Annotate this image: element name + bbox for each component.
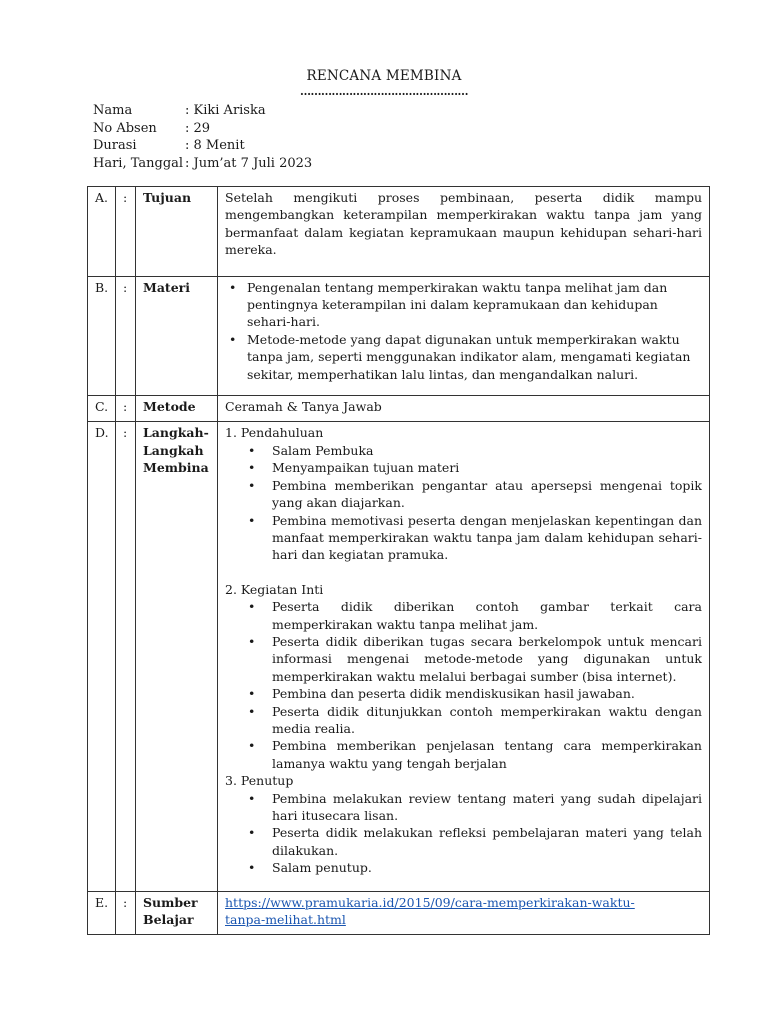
spacer	[225, 564, 702, 581]
table-row-tujuan	[88, 187, 710, 277]
row-code: D.	[88, 422, 116, 891]
identity-value: : 8 Menit	[185, 138, 245, 153]
identity-label: Hari, Tanggal	[93, 155, 184, 171]
list-item: • Metode-metode yang dapat digunakan untuk memperkirakan waktu tanpa jam, seperti menggunakan indikator alam, mengamati kegiatan sekitar, memperhatikan lalu lintas, dan mengandalkan naluri.	[247, 331, 702, 383]
list-item: • Peserta didik melakukan refleksi pembelajaran materi yang telah dilakukan.	[272, 824, 702, 859]
list-item: • Pembina memberikan penjelasan tentang cara memperkirakan lamanya waktu yang tengah berjalan	[272, 737, 702, 772]
identity-value: : 29	[185, 120, 211, 136]
identity-value: : Kiki Ariska	[185, 103, 266, 118]
metode-text: Ceramah & Tanya Jawab	[218, 396, 710, 422]
heading-line: Membina	[143, 460, 209, 476]
row-heading	[136, 422, 218, 891]
row-colon: :	[116, 422, 136, 891]
list-item: • Peserta didik diberikan contoh gambar terkait cara memperkirakan waktu tanpa melihat jam.	[272, 598, 702, 633]
heading-line: Langkah-	[143, 425, 209, 441]
document-title: RENCANA MEMBINA	[306, 68, 462, 84]
identity-row-no-absen	[93, 120, 312, 138]
row-heading: Tujuan	[136, 187, 218, 277]
identity-row-durasi	[93, 137, 312, 155]
row-colon: :	[116, 396, 136, 422]
list-item: • Peserta didik ditunjukkan contoh memperkirakan waktu dengan media realia.	[272, 703, 702, 738]
pendahuluan-list	[225, 442, 702, 564]
title-underline: …………………………………………	[300, 85, 468, 98]
table-row-materi	[88, 276, 710, 395]
source-link[interactable]	[225, 895, 635, 927]
identity-row-hari-tanggal	[93, 155, 312, 173]
identity-value: : Jum’at 7 Juli 2023	[185, 155, 313, 171]
section-title: 2. Kegiatan Inti	[225, 581, 324, 597]
list-item: • Pembina melakukan review tentang materi yang sudah dipelajari hari itusecara lisan.	[272, 790, 702, 825]
materi-content	[218, 276, 710, 395]
row-colon: :	[116, 891, 136, 935]
row-heading: Metode	[136, 396, 218, 422]
kegiatan-inti-list	[225, 598, 702, 772]
list-item: • Pembina memotivasi peserta dengan menjelaskan kepentingan dan manfaat memperkirakan waktu tanpa jam dalam kehidupan sehari-hari dan kegiatan pramuka.	[272, 512, 702, 564]
list-item: • Salam penutup.	[272, 859, 702, 876]
row-heading: Materi	[136, 276, 218, 395]
table-row-langkah	[88, 422, 710, 891]
identity-label: Durasi	[93, 138, 137, 153]
heading-line: Sumber	[143, 894, 198, 910]
identity-label: Nama	[93, 103, 133, 118]
section-title: 3. Penutup	[225, 773, 294, 789]
list-item: • Peserta didik diberikan tugas secara berkelompok untuk mencari informasi mengenai metode-metode yang digunakan untuk memperkirakan waktu melalui berbagai sumber (bisa internet).	[272, 633, 702, 685]
link-line: tanpa-melihat.html	[225, 912, 346, 928]
tujuan-text: Setelah mengikuti proses pembinaan, peserta didik mampu mengembangkan keterampilan memperkirakan waktu tanpa jam yang bermanfaat dalam kegiatan kepramukaan maupun kehidupan sehari-hari mereka.	[218, 187, 710, 277]
heading-line: Langkah	[143, 442, 204, 458]
row-code: C.	[88, 396, 116, 422]
list-item: • Pembina memberikan pengantar atau apersepsi mengenai topik yang akan diajarkan.	[272, 477, 702, 512]
row-code: B.	[88, 276, 116, 395]
table-row-sumber	[88, 891, 710, 935]
heading-line: Belajar	[143, 912, 194, 928]
langkah-content	[218, 422, 710, 891]
section-title: 1. Pendahuluan	[225, 425, 324, 441]
identity-label: No Absen	[93, 120, 157, 136]
sumber-content	[218, 891, 710, 935]
row-colon: :	[116, 187, 136, 277]
plan-table	[87, 186, 710, 935]
penutup-list	[225, 790, 702, 877]
list-item: • Pengenalan tentang memperkirakan waktu tanpa melihat jam dan pentingnya keterampilan ini dalam kepramukaan dan kehidupan sehari-hari.	[247, 279, 702, 331]
row-code: A.	[88, 187, 116, 277]
identity-block	[93, 102, 312, 172]
row-colon: :	[116, 276, 136, 395]
list-item: • Pembina dan peserta didik mendiskusikan hasil jawaban.	[272, 685, 702, 702]
table-row-metode	[88, 396, 710, 422]
list-item: • Menyampaikan tujuan materi	[272, 459, 702, 476]
materi-list	[225, 279, 702, 383]
row-heading	[136, 891, 218, 935]
link-line: https://www.pramukaria.id/2015/09/cara-memperkirakan-waktu-	[225, 894, 635, 910]
row-code: E.	[88, 891, 116, 935]
identity-row-nama	[93, 102, 312, 120]
list-item: • Salam Pembuka	[272, 442, 702, 459]
